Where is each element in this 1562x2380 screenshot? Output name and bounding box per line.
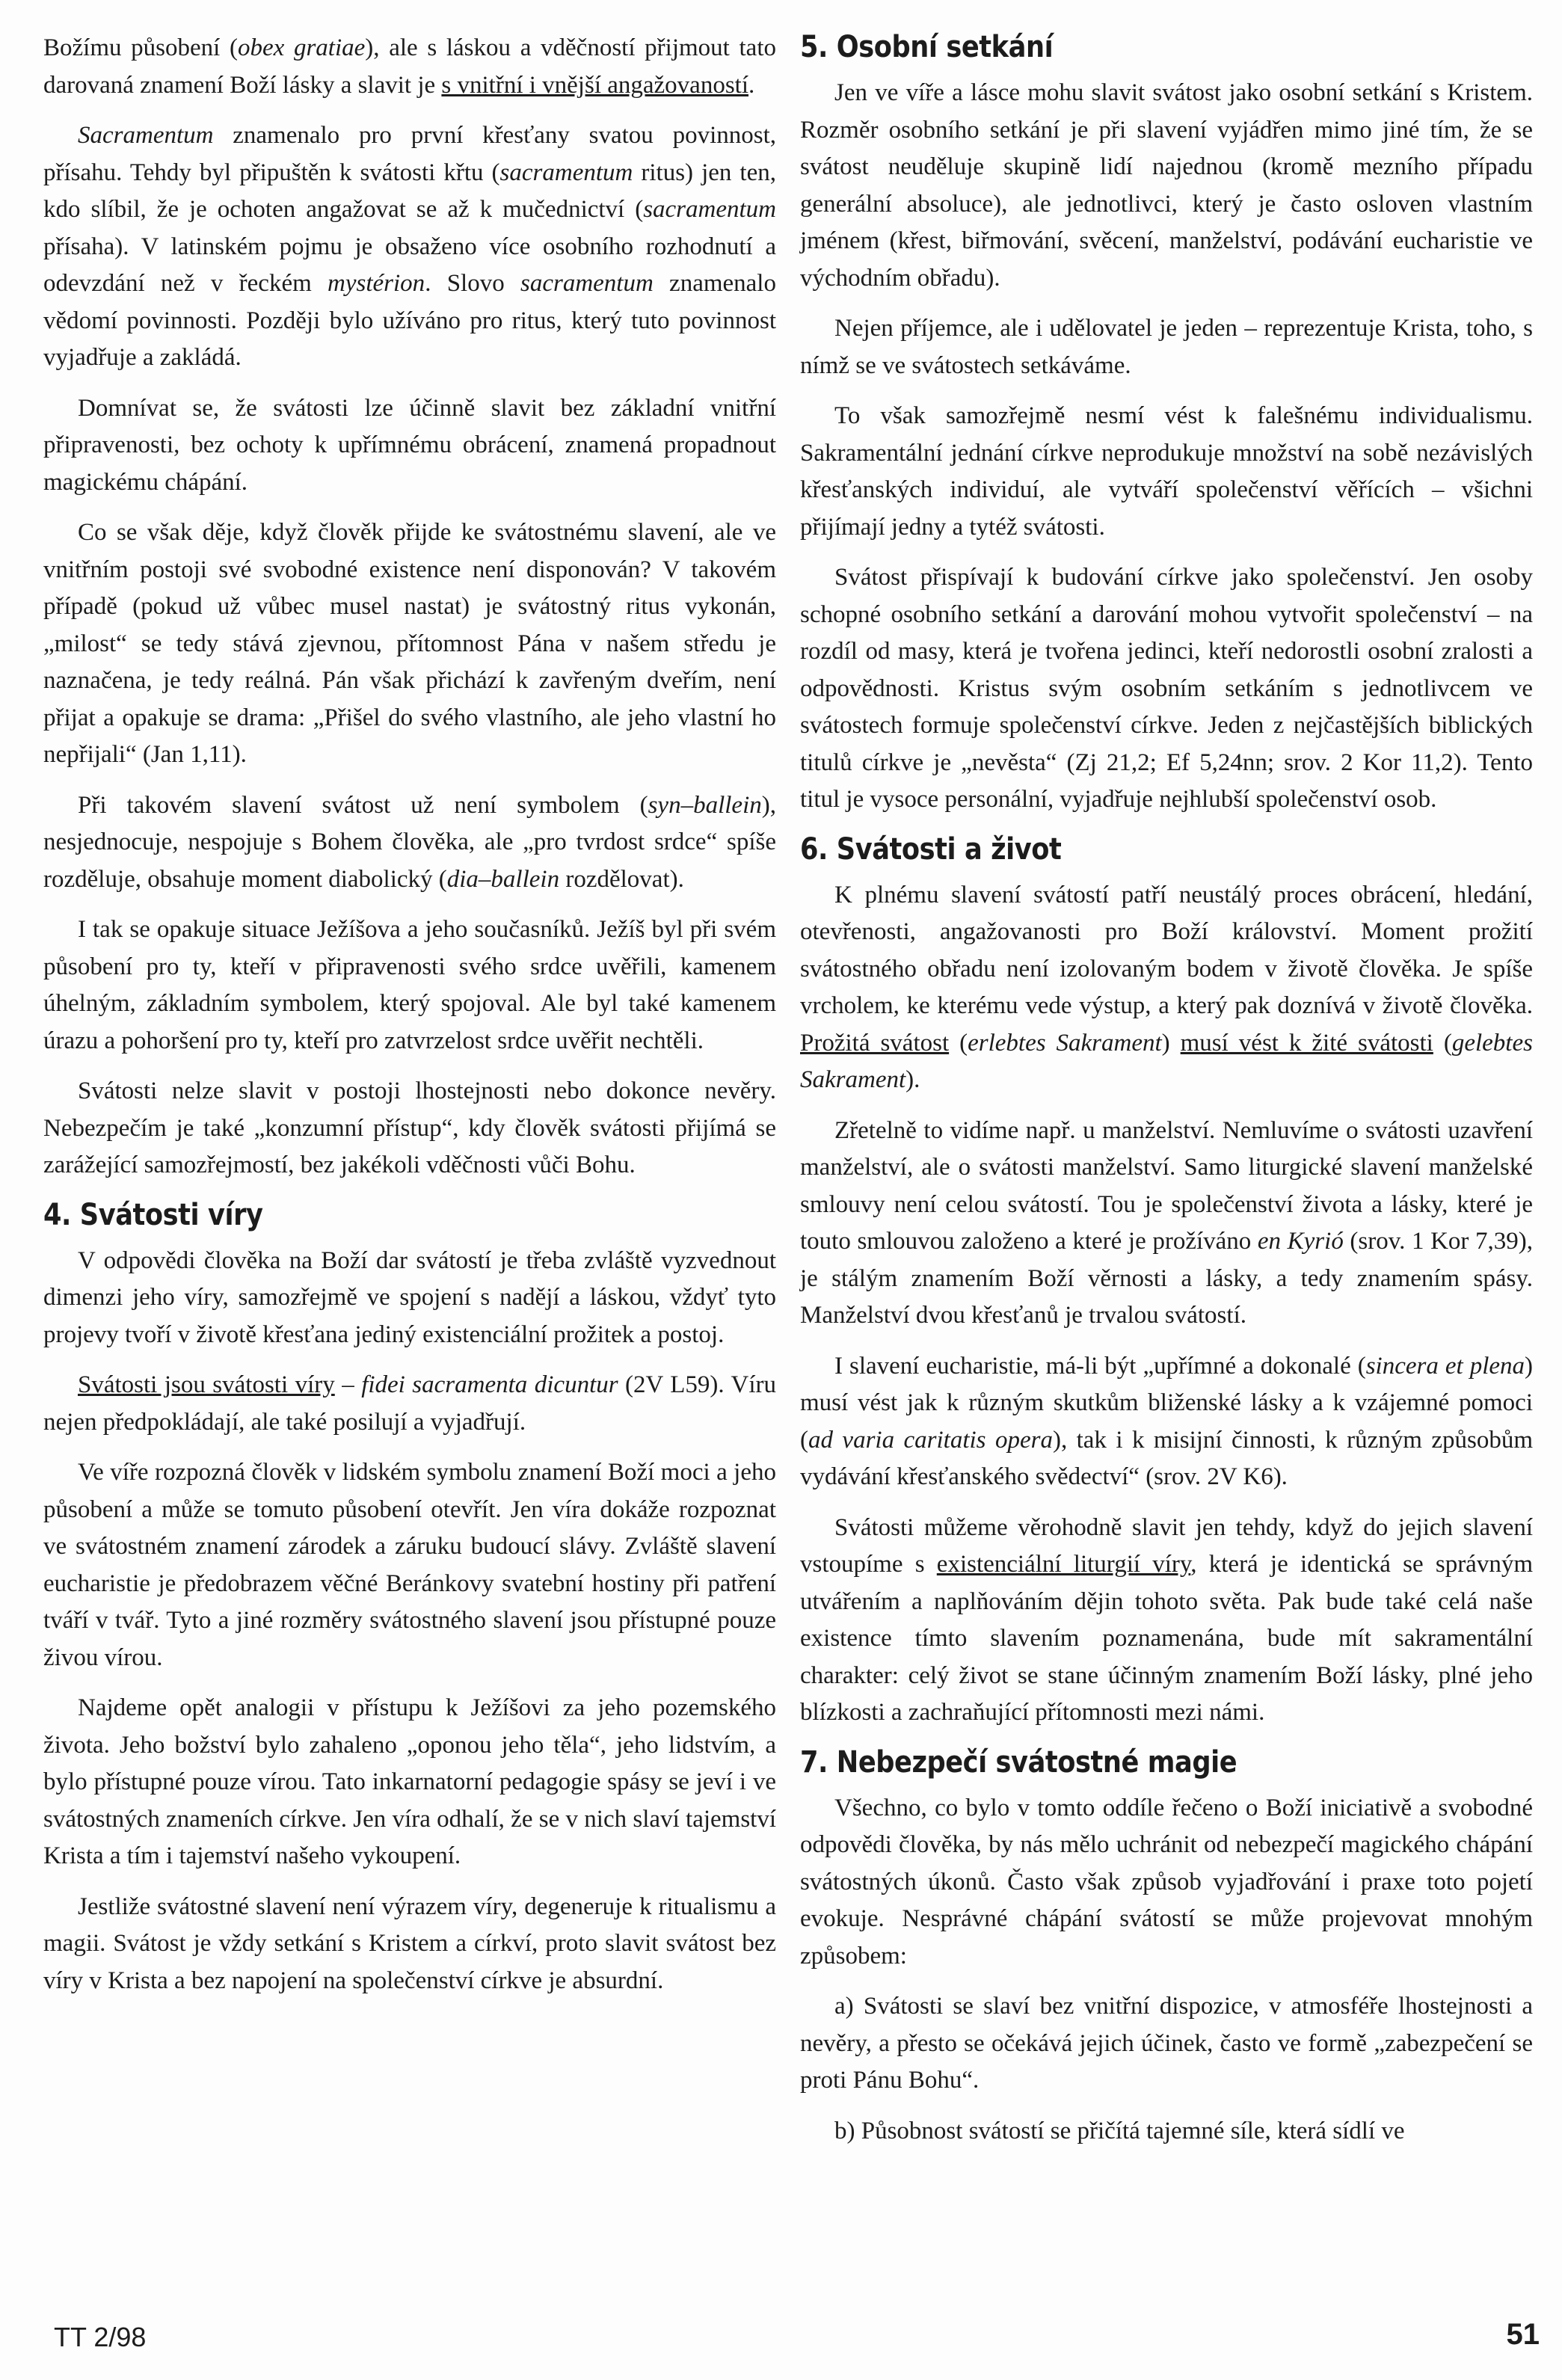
italic-text: fidei sacramenta dicuntur — [361, 1371, 618, 1398]
italic-text: sincera et plena — [1365, 1352, 1525, 1380]
italic-text: sacramentum — [643, 196, 776, 223]
paragraph: Najdeme opět analogii v přístupu k Ježíšovi za jeho pozemského života. Jeho božství bylo zahaleno „oponou jeho těla“, jeho lidstvím, a bylo přístupné pouze vírou. Tato inkarnatorní pedagogie spásy se jeví i ve svátostných znameních církve. Jen víra odhalí, že se v nich slaví tajemství Krista a tím i tajemství našeho vykoupení. — [43, 1694, 776, 1869]
italic-text: mystérion — [328, 270, 425, 297]
section-heading: 5. Osobní setkání — [800, 30, 1054, 64]
underlined-text: s vnitřní i vnější angažovaností — [441, 71, 749, 99]
paragraph: I tak se opakuje situace Ježíšova a jeho současníků. Ježíš byl při svém působení pro ty, kteří v připravenosti svého srdce uvěřili, kamenem úhelným, základním symbolem, který spojoval. Ale byl také kamenem úrazu a pohoršení pro ty, kteří pro zatvrzelost srdce uvěřit nechtěli. — [43, 916, 776, 1054]
italic-text: Sacramentum — [78, 122, 214, 149]
underlined-text: Svátosti jsou svátosti víry — [78, 1371, 335, 1398]
paragraph: Jestliže svátostné slavení není výrazem víry, degeneruje k ritualismu a magii. Svátost je vždy setkání s Kristem a církví, proto slavit svátost bez víry v Krista a bez napojení na společenství církve je absurdní. — [43, 1892, 776, 1994]
paragraph: Svátost přispívají k budování církve jako společenství. Jen osoby schopné osobního setkání a darování mohou vytvořit společenství – na rozdíl od masy, která je tvořena jedinci, kteří nedorostli osobní zralosti a odpovědnosti. Kristus svým osobním setkáním s jednotlivcem ve svátostech formuje společenství církve. Jeden z nejčastějších biblických titulů církve je „nevěsta“ (Zj 21,2; Ef 5,24nn; srov. 2 Kor 11,2). Tento titul je vysoce personální, vyjadřuje nejhlubší společenství osob. — [800, 564, 1533, 813]
italic-text: syn–ballein — [648, 791, 762, 819]
italic-text: sacramentum — [499, 159, 633, 186]
left-column — [43, 30, 776, 2013]
italic-text: obex gratiae — [238, 34, 366, 61]
paragraph: Božímu působení (obex gratiae), ale s láskou a vděčností přijmout tato darovaná znamení Boží lásky a slavit je s vnitřní i vnější angažovaností. — [43, 34, 776, 99]
right-column — [800, 30, 1533, 2163]
paragraph: Při takovém slavení svátost už není symbolem (syn–ballein), nesjednocuje, nespojuje s Bohem člověka, ale „pro tvrdost srdce“ spíše rozděluje, obsahuje moment diabolický (dia–ballein rozdělovat). — [43, 791, 776, 893]
paragraph: Svátosti jsou svátosti víry – fidei sacramenta dicuntur (2V L59). Víru nejen předpokládají, ale také posilují a vyjadřují. — [43, 1371, 776, 1436]
issue-label: TT 2/98 — [54, 2322, 147, 2352]
italic-text: dia–ballein — [446, 865, 560, 893]
paragraph: Svátosti můžeme věrohodně slavit jen tehdy, když do jejich slavení vstoupíme s existenciální liturgií víry, která je identická se správným utvářením a naplňováním dějin tohoto světa. Pak bude také celá naše existence tímto slavením poznamenána, bude mít sakramentální charakter: celý život se stane účinným znamením Boží lásky, plné jeho blízkosti a zachraňující přítomnosti mezi námi. — [800, 1513, 1534, 1726]
paragraph: Svátosti nelze slavit v postoji lhostejnosti nebo dokonce nevěry. Nebezpečím je také „konzumní přístup“, kdy člověk svátosti přijímá se zarážející samozřejmostí, bez jakékoli vděčnosti vůči Bohu. — [43, 1077, 776, 1178]
section-heading: 7. Nebezpečí svátostné magie — [800, 1744, 1237, 1780]
list-item: a) Svátosti se slaví bez vnitřní dispozice, v atmosféře lhostejnosti a nevěry, a přesto se očekává jejich účinek, často ve formě „zabezpečení se proti Pánu Bohu“. — [800, 1993, 1533, 2094]
paragraph: Sacramentum znamenalo pro první křesťany svatou povinnost, přísahu. Tehdy byl připuštěn k svátosti křtu (sacramentum ritus) jen ten, kdo slíbil, že je ochoten angažovat se až k mučednictví (sacramentum přísaha). V latinském pojmu je obsaženo více osobního rozhodnutí a odevzdání než v řeckém mystérion. Slovo sacramentum znamenalo vědomí povinnosti. Později bylo užíváno pro ritus, který tuto povinnost vyjadřuje a zakládá. — [43, 122, 776, 371]
italic-text: gelebtes Sakrament — [800, 1029, 1533, 1093]
paragraph: V odpovědi člověka na Boží dar svátostí je třeba zvláště vyzvednout dimenzi jeho víry, samozřejmě ve spojení s nadějí a láskou, vždyť tyto projevy tvoří v životě křesťana jediný existenciální prožitek a postoj. — [43, 1246, 776, 1348]
italic-text: en Kyrió — [1257, 1228, 1344, 1255]
underlined-text: existenciální liturgií víry — [936, 1551, 1191, 1578]
paragraph: Ve víře rozpozná člověk v lidském symbolu znamení Boží moci a jeho působení a může se tomuto působení otevřít. Jen víra dokáže rozpoznat ve svátostném znamení zárodek a záruku budoucí slávy. Zvláště slavení eucharistie je předobrazem věčné Beránkovy svatební hostiny při patření tváří v tvář. Tyto a jiné rozměry svátostného slavení jsou přístupné pouze živou vírou. — [43, 1459, 776, 1671]
paragraph: I slavení eucharistie, má-li být „upřímné a dokonalé (sincera et plena) musí vést jak k různým skutkům bliženské lásky a k vzájemné pomoci (ad varia caritatis opera), tak i k misijní činnosti, k různým způsobům vydávání křesťanského svědectví“ (srov. 2V K6). — [800, 1352, 1534, 1490]
underlined-text: musí vést k žité svátosti — [1180, 1029, 1433, 1057]
paragraph: Zřetelně to vidíme např. u manželství. Nemluvíme o svátosti uzavření manželství, ale o svátosti manželství. Samo liturgické slavení manželské smlouvy není celou svátostí. Tou je společenství života a lásky, které je touto smlouvou založeno a které je prožíváno en Kyrió (srov. 1 Kor 7,39), je stálým znamením Boží věrnosti a lásky, a tedy znamením spásy. Manželství dvou křesťanů je trvalou svátostí. — [800, 1116, 1533, 1329]
underlined-text: Prožitá svátost — [800, 1029, 950, 1057]
paragraph: Všechno, co bylo v tomto oddíle řečeno o Boží iniciativě a svobodné odpovědi člověka, by nás mělo uchránit od nebezpečí magického chápání svátostných úkonů. Často však způsob vyjadřování i praxe toto pojetí evokuje. Nesprávné chápání svátostí se může projevovat mnohým způsobem: — [800, 1794, 1533, 1970]
section-heading: 6. Svátosti a život — [800, 831, 1062, 867]
italic-text: erlebtes Sakrament — [968, 1029, 1162, 1057]
italic-text: sacramentum — [520, 270, 654, 297]
paragraph: Jen ve víře a lásce mohu slavit svátost jako osobní setkání s Kristem. Rozměr osobního setkání je při slavení vyjádřen mimo jiné tím, že se svátost neuděluje skupině lidí najednou (kromě mezního případu generální absoluce), ale jednotlivci, který je často osloven vlastním jménem (křest, biřmování, svěcení, manželství, podávání eucharistie ve východním obřadu). — [800, 79, 1533, 292]
paragraph: Co se však děje, když člověk přijde ke svátostnému slavení, ale ve vnitřním postoji své svobodné existence není disponován? V takovém případě (pokud už vůbec musel nastat) je svátostný ritus vykonán, „milost“ se tedy stává zjevnou, přítomnost Pána v našem středu je naznačena, je tedy reálná. Pán však přichází k zavřeným dveřím, není přijat a opakuje se drama: „Přišel do svého vlastního, ale jeho vlastní ho nepřijali“ (Jan 1,11). — [43, 519, 776, 768]
paragraph: To však samozřejmě nesmí vést k falešnému individualismu. Sakramentální jednání církve neprodukuje množství na sobě nezávislých křesťanských individuí, ale vytváří společenství věřících – všichni přijímají jedny a tytéž svátosti. — [800, 402, 1533, 541]
paragraph: Domnívat se, že svátosti lze účinně slavit bez základní vnitřní připravenosti, bez ochoty k upřímnému obrácení, znamená propadnout magickému chápání. — [43, 394, 776, 496]
italic-text: ad varia caritatis opera — [808, 1426, 1053, 1454]
page-number: 51 — [1506, 2318, 1540, 2351]
list-item: b) Působnost svátostí se přičítá tajemné síle, která sídlí ve — [834, 2117, 1405, 2144]
paragraph: K plnému slavení svátostí patří neustálý proces obrácení, hledání, otevřenosti, angažovanosti pro Boží království. Moment prožití svátostného obřadu není izolovaným bodem v životě člověka. Je spíše vrcholem, ke kterému vede výstup, a který pak doznívá v životě člověka. Prožitá svátost (erlebtes Sakrament) musí vést k žité svátosti (gelebtes Sakrament). — [800, 881, 1533, 1093]
section-heading: 4. Svátosti víry — [43, 1197, 263, 1232]
paragraph: Nejen příjemce, ale i udělovatel je jeden – reprezentuje Krista, toho, s nímž se ve svátostech setkáváme. — [800, 315, 1533, 379]
